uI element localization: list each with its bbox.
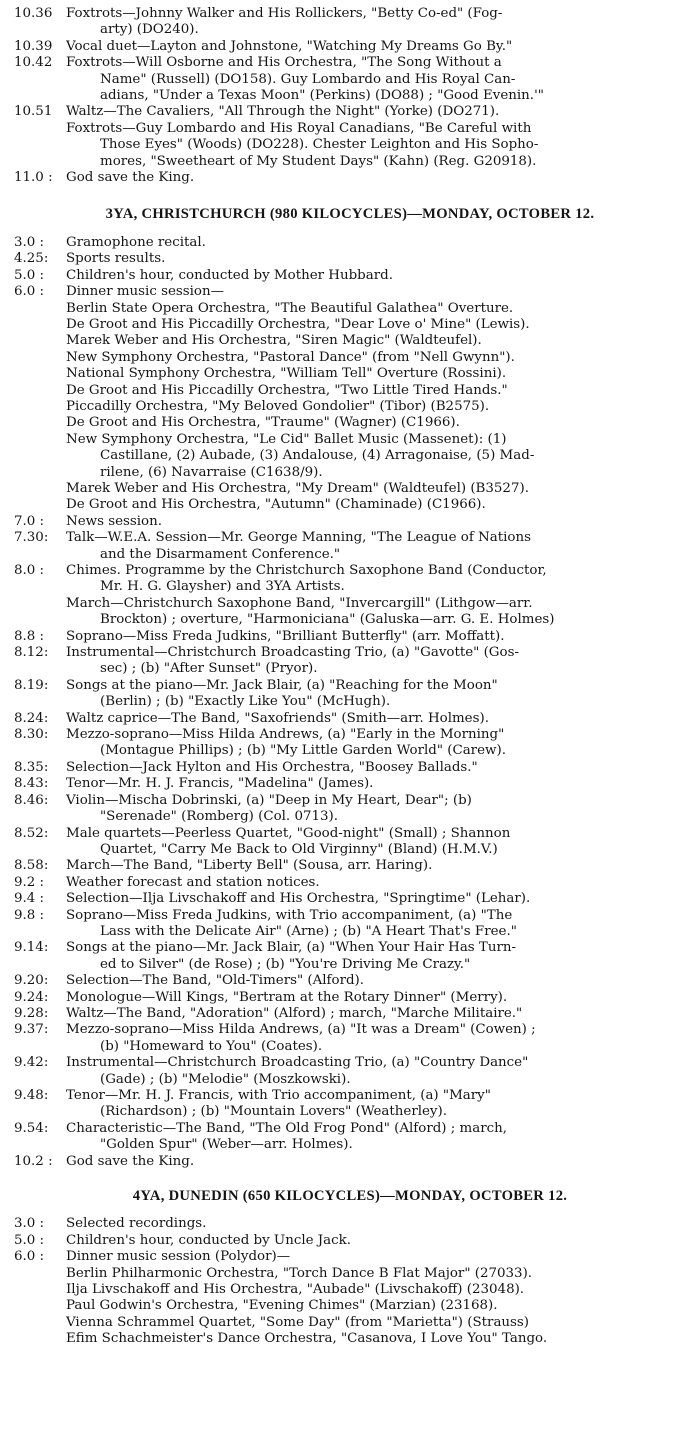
entry-time: 8.46: (14, 792, 49, 808)
entry-text (66, 973, 692, 989)
entry-text (66, 268, 692, 284)
programme-entry (8, 268, 692, 284)
sub-item-line: Paul Godwin's Orchestra, "Evening Chimes" (Marzian) (23168). (66, 1298, 498, 1314)
entry-text (66, 1216, 692, 1232)
entry-text (66, 940, 692, 973)
programme-entry (8, 858, 692, 874)
programme-entry (8, 235, 692, 251)
entry-line: Weather forecast and station notices. (66, 874, 320, 890)
entry-text (66, 235, 692, 251)
sub-item-line: New Symphony Orchestra, "Le Cid" Ballet Music (Massenet): (1) (66, 431, 507, 447)
entry-text (66, 645, 692, 678)
entry-text (66, 530, 692, 563)
sub-item-line: Vienna Schrammel Quartet, "Some Day" (from "Marietta") (Strauss) (66, 1314, 530, 1330)
entry-line: March—The Band, "Liberty Bell" (Sousa, arr. Haring). (66, 858, 433, 874)
entry-text (66, 1055, 692, 1088)
entry-time: 10.2 : (14, 1153, 53, 1169)
entry-time: 6.0 : (14, 284, 45, 300)
entry-time: 10.39 (14, 38, 53, 54)
entry-line: Foxtrots—Will Osborne and His Orchestra, "The Song Without a (66, 55, 502, 71)
sub-item-line: rilene, (6) Navarraise (C1638/9). (100, 464, 323, 480)
sub-item-line: De Groot and His Orchestra, "Traume" (Wagner) (C1966). (66, 415, 460, 431)
entry-line: (Montague Phillips) ; (b) "My Little Garden World" (Carew). (100, 743, 506, 759)
entry-text (66, 1233, 692, 1249)
programme-entry (8, 875, 692, 891)
entry-line: Mezzo-soprano—Miss Hilda Andrews, (a) "Early in the Morning" (66, 727, 505, 743)
programme-entry (8, 1121, 692, 1154)
entry-text (66, 727, 692, 760)
entry-line: and the Disarmament Conference." (100, 546, 341, 562)
entry-text (66, 760, 692, 776)
programme-entry (8, 251, 692, 267)
section-heading-3ya: 3YA, CHRISTCHURCH (980 KILOCYCLES)—MONDAY, OCTOBER 12. (105, 206, 595, 223)
entry-line: Name" (Russell) (DO158). Guy Lombardo and His Royal Can- (100, 71, 516, 87)
entry-line: Dinner music session (Polydor)— (66, 1249, 291, 1265)
entry-line: Songs at the piano—Mr. Jack Blair, (a) "Reaching for the Moon" (66, 677, 498, 693)
entry-time: 8.24: (14, 710, 49, 726)
entry-line: Talk—W.E.A. Session—Mr. George Manning, "The League of Nations (66, 530, 531, 546)
entry-text (66, 891, 692, 907)
entry-text (66, 514, 692, 530)
programme-entry (8, 760, 692, 776)
entry-line: ed to Silver" (de Rose) ; (b) "You're Driving Me Crazy." (100, 956, 471, 972)
entry-line: Tenor—Mr. H. J. Francis, with Trio accompaniment, (a) "Mary" (66, 1088, 491, 1103)
entry-time: 4.25: (14, 251, 49, 267)
entry-line: Selection—Ilja Livschakoff and His Orchestra, "Springtime" (Lehar). (66, 891, 531, 907)
sub-item-line: Castillane, (2) Aubade, (3) Andalouse, (4) Arragonaise, (5) Mad- (100, 448, 535, 464)
programme-entry (8, 793, 692, 826)
entry-time: 9.4 : (14, 891, 45, 907)
programme-entry (8, 1233, 692, 1249)
top-programme-block (8, 6, 692, 186)
programme-entry (8, 826, 692, 859)
entry-text (66, 1088, 692, 1121)
entry-line: Instrumental—Christchurch Broadcasting Trio, (a) "Country Dance" (66, 1055, 529, 1071)
entry-line: Children's hour, conducted by Uncle Jack. (66, 1232, 352, 1248)
sub-item-line: Brockton) ; overture, "Harmoniciana" (Galuska—arr. G. E. Holmes) (100, 612, 555, 628)
programme-entry (8, 678, 692, 711)
entry-time: 8.43: (14, 776, 49, 792)
entry-line: (b) "Homeward to You" (Coates). (100, 1038, 323, 1054)
programme-entry (8, 104, 692, 170)
programme-entry (8, 940, 692, 973)
entry-text (66, 793, 692, 826)
entry-time: 8.58: (14, 858, 49, 874)
programme-entry (8, 891, 692, 907)
programme-4ya (8, 1216, 692, 1347)
programme-entry (8, 6, 692, 39)
entry-text (66, 678, 692, 711)
entry-line: Vocal duet—Layton and Johnstone, "Watching My Dreams Go By." (66, 38, 513, 54)
entry-line: Male quartets—Peerless Quartet, "Good-night" (Small) ; Shannon (66, 825, 511, 841)
programme-entry (8, 990, 692, 1006)
entry-line: Soprano—Miss Freda Judkins, with Trio accompaniment, (a) "The (66, 907, 513, 923)
entry-line: Children's hour, conducted by Mother Hubbard. (66, 267, 393, 283)
programme-entry (8, 1022, 692, 1055)
sub-item-line: Ilja Livschakoff and His Orchestra, "Aubade" (Livschakoff) (23048). (66, 1282, 525, 1298)
entry-time: 9.20: (14, 973, 49, 989)
entry-line: Gramophone recital. (66, 234, 206, 250)
programme-entry (8, 645, 692, 678)
sub-item-line: Foxtrots—Guy Lombardo and His Royal Canadians, "Be Careful with (66, 120, 532, 136)
entry-time: 9.8 : (14, 907, 45, 923)
programme-entry (8, 514, 692, 530)
sub-item-line: Those Eyes" (Woods) (DO228). Chester Leighton and His Sopho- (100, 137, 539, 153)
entry-time: 3.0 : (14, 234, 45, 250)
entry-text (66, 908, 692, 941)
entry-time: 6.0 : (14, 1249, 45, 1265)
entry-text (66, 1006, 692, 1022)
entry-text (66, 1121, 692, 1154)
programme-entry (8, 1249, 692, 1347)
sub-item-line: Marek Weber and His Orchestra, "Siren Magic" (Waldteufel). (66, 333, 482, 349)
entry-text (66, 826, 692, 859)
entry-text (66, 629, 692, 645)
entry-time: 5.0 : (14, 267, 45, 283)
programme-entry (8, 39, 692, 55)
entry-time: 3.0 : (14, 1216, 45, 1232)
entry-time: 8.12: (14, 645, 49, 661)
sub-item-line: Piccadilly Orchestra, "My Beloved Gondolier" (Tibor) (B2575). (66, 398, 490, 414)
programme-entry (8, 55, 692, 104)
entry-line: Waltz—The Band, "Adoration" (Alford) ; march, "Marche Militaire." (66, 1005, 523, 1021)
programme-entry (8, 973, 692, 989)
entry-line: "Serenade" (Romberg) (Col. 0713). (100, 809, 339, 825)
programme-entry (8, 1088, 692, 1121)
entry-time: 9.2 : (14, 874, 45, 890)
programme-entry (8, 1154, 692, 1170)
entry-line: (Gade) ; (b) "Melodie" (Moszkowski). (100, 1071, 351, 1087)
entry-line: "Golden Spur" (Weber—arr. Holmes). (100, 1137, 353, 1153)
entry-text (66, 858, 692, 874)
sub-item-line: Berlin Philharmonic Orchestra, "Torch Dance B Flat Major" (27033). (66, 1265, 533, 1281)
entry-line: Violin—Mischa Dobrinski, (a) "Deep in My Heart, Dear"; (b) (66, 792, 472, 808)
programme-entry (8, 563, 692, 629)
sub-item-line: mores, "Sweetheart of My Student Days" (Kahn) (Reg. G20918). (100, 153, 537, 169)
section-heading-4ya: 4YA, DUNEDIN (650 KILOCYCLES)—MONDAY, OCTOBER 12. (132, 1188, 568, 1205)
sub-item-line: Berlin State Opera Orchestra, "The Beautiful Galathea" Overture. (66, 300, 514, 316)
entry-line: (Richardson) ; (b) "Mountain Lovers" (Weatherley). (100, 1104, 447, 1120)
programme-entry (8, 727, 692, 760)
programme-entry (8, 1006, 692, 1022)
entry-line: God save the King. (66, 170, 195, 186)
entry-line: News session. (66, 513, 162, 529)
programme-entry (8, 711, 692, 727)
entry-text (66, 776, 692, 792)
entry-text (66, 251, 692, 267)
entry-line: Mr. H. G. Glaysher) and 3YA Artists. (100, 579, 345, 595)
entry-line: Monologue—Will Kings, "Bertram at the Rotary Dinner" (Merry). (66, 989, 508, 1005)
entry-text (66, 1154, 692, 1170)
entry-line: Songs at the piano—Mr. Jack Blair, (a) "When Your Hair Has Turn- (66, 940, 517, 956)
programme-entry (8, 284, 692, 514)
entry-line: Foxtrots—Johnny Walker and His Rollickers, "Betty Co-ed" (Fog- (66, 6, 503, 21)
entry-line: Waltz caprice—The Band, "Saxofriends" (Smith—arr. Holmes). (66, 710, 489, 726)
entry-line: Lass with the Delicate Air" (Arne) ; (b) "A Heart That's Free." (100, 923, 517, 939)
entry-line: arty) (DO240). (100, 22, 199, 38)
entry-time: 8.30: (14, 727, 49, 743)
entry-text (66, 1249, 692, 1347)
sub-item-line: Marek Weber and His Orchestra, "My Dream" (Waldteufel) (B3527). (66, 480, 529, 496)
entry-time: 5.0 : (14, 1232, 45, 1248)
sub-item-line: Efim Schachmeister's Dance Orchestra, "Casanova, I Love You" Tango. (66, 1331, 548, 1347)
entry-line: Characteristic—The Band, "The Old Frog Pond" (Alford) ; march, (66, 1120, 508, 1136)
programme-entry (8, 908, 692, 941)
entry-line: Dinner music session— (66, 284, 224, 300)
entry-time: 9.37: (14, 1022, 49, 1038)
entry-text (66, 39, 692, 55)
entry-text (66, 6, 692, 39)
entry-time: 7.0 : (14, 513, 45, 529)
entry-time: 9.28: (14, 1005, 49, 1021)
programme-entry (8, 629, 692, 645)
entry-time: 10.36 (14, 6, 53, 21)
entry-line: Waltz—The Cavaliers, "All Through the Night" (Yorke) (DO271). (66, 104, 500, 120)
entry-time: 8.52: (14, 825, 49, 841)
entry-time: 8.35: (14, 759, 49, 775)
entry-text (66, 990, 692, 1006)
entry-line: (Berlin) ; (b) "Exactly Like You" (McHugh). (100, 694, 391, 710)
sub-item-line: New Symphony Orchestra, "Pastoral Dance" (from "Nell Gwynn"). (66, 349, 515, 365)
entry-time: 9.14: (14, 940, 49, 956)
entry-time: 10.51 (14, 104, 53, 120)
programme-3ya (8, 235, 692, 1170)
entry-line: Soprano—Miss Freda Judkins, "Brilliant Butterfly" (arr. Moffatt). (66, 628, 505, 644)
entry-line: Quartet, "Carry Me Back to Old Virginny" (Bland) (H.M.V.) (100, 841, 498, 857)
entry-time: 9.54: (14, 1120, 49, 1136)
programme-entry (8, 170, 692, 186)
entry-line: sec) ; (b) "After Sunset" (Pryor). (100, 661, 318, 677)
entry-time: 7.30: (14, 530, 49, 546)
entry-line: God save the King. (66, 1153, 195, 1169)
entry-text (66, 55, 692, 104)
entry-text (66, 104, 692, 170)
entry-line: Instrumental—Christchurch Broadcasting Trio, (a) "Gavotte" (Gos- (66, 645, 519, 661)
sub-item-line: De Groot and His Orchestra, "Autumn" (Chaminade) (C1966). (66, 497, 486, 513)
entry-time: 8.8 : (14, 628, 45, 644)
entry-line: Tenor—Mr. H. J. Francis, "Madelina" (James). (66, 776, 374, 792)
entry-line: Selection—Jack Hylton and His Orchestra, "Boosey Ballads." (66, 759, 478, 775)
entry-line: Sports results. (66, 251, 166, 267)
entry-text (66, 875, 692, 891)
entry-text (66, 284, 692, 514)
sub-item-line: De Groot and His Piccadilly Orchestra, "Two Little Tired Hands." (66, 382, 508, 398)
entry-line: adians, "Under a Texas Moon" (Perkins) (DO88) ; "Good Evenin.'" (100, 88, 544, 104)
sub-item-line: De Groot and His Piccadilly Orchestra, "Dear Love o' Mine" (Lewis). (66, 316, 530, 332)
entry-time: 11.0 : (14, 170, 53, 186)
programme-entry (8, 530, 692, 563)
sub-item-line: March—Christchurch Saxophone Band, "Invercargill" (Lithgow—arr. (66, 595, 533, 611)
entry-text (66, 563, 692, 629)
entry-line: Mezzo-soprano—Miss Hilda Andrews, (a) "It was a Dream" (Cowen) ; (66, 1022, 536, 1038)
entry-time: 8.0 : (14, 563, 45, 578)
programme-entry (8, 1055, 692, 1088)
entry-text (66, 170, 692, 186)
entry-time: 9.42: (14, 1055, 49, 1071)
entry-text (66, 1022, 692, 1055)
entry-line: Chimes. Programme by the Christchurch Saxophone Band (Conductor, (66, 563, 547, 578)
programme-entry (8, 1216, 692, 1232)
sub-item-line: National Symphony Orchestra, "William Tell" Overture (Rossini). (66, 366, 507, 382)
entry-line: Selected recordings. (66, 1216, 207, 1232)
entry-time: 10.42 (14, 55, 53, 71)
entry-time: 9.48: (14, 1088, 49, 1103)
entry-line: Selection—The Band, "Old-Timers" (Alford). (66, 973, 365, 989)
programme-entry (8, 776, 692, 792)
entry-time: 8.19: (14, 677, 49, 693)
entry-text (66, 711, 692, 727)
entry-time: 9.24: (14, 989, 49, 1005)
